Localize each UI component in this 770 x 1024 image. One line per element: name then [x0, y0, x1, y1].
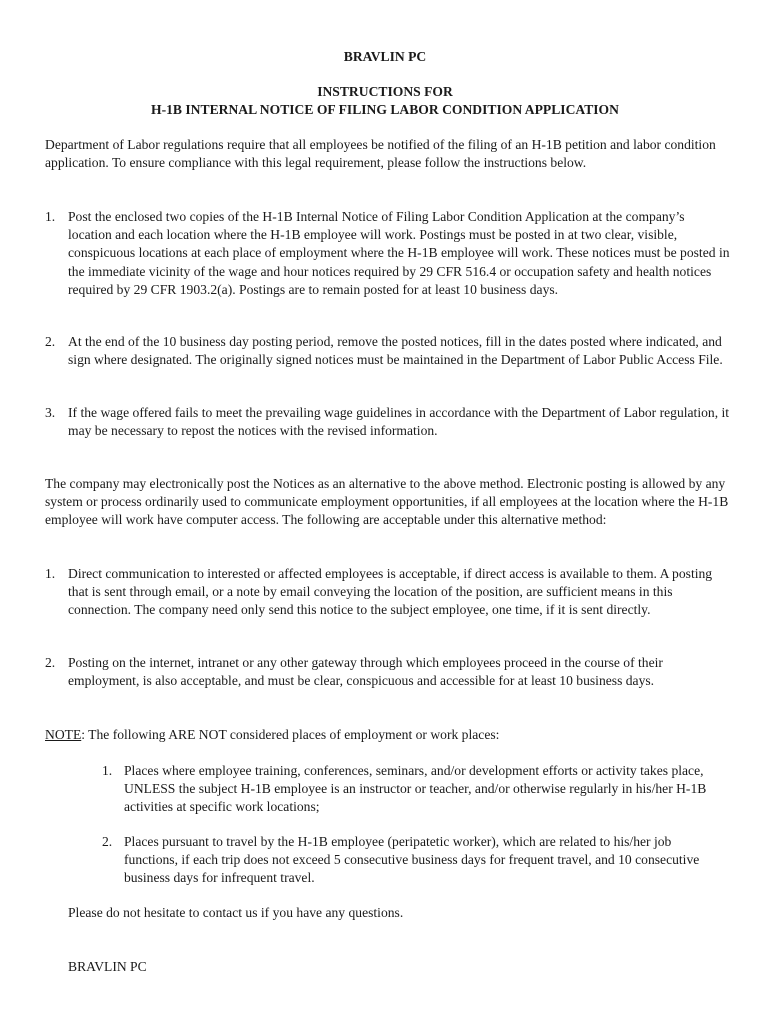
- method-number: 1.: [45, 566, 56, 581]
- instruction-number: 2.: [45, 334, 56, 349]
- company-heading: BRAVLIN PC: [343, 49, 427, 64]
- note-label: NOTE: [45, 727, 82, 742]
- exclusion-number: 1.: [102, 763, 113, 778]
- electronic-posting-paragraph: The company may electronically post the Notices as an alternative to the above method. Electronic posting is allowed by any system or process ordinarily used to communicate employment opportunities, if all employees at the location where the H-1B employee will work have computer access. The following are acceptable under this alternative method:: [45, 476, 729, 528]
- method-number: 2.: [45, 655, 56, 670]
- method-text: Posting on the internet, intranet or any other gateway through which employees proceed in the course of their employment, is also acceptable, and must be clear, conspicuous and accessible for at least 10 business days.: [68, 655, 663, 689]
- exclusion-number: 2.: [102, 834, 113, 849]
- note-text: : The following ARE NOT considered places of employment or work places:: [81, 727, 500, 742]
- instruction-text: Post the enclosed two copies of the H-1B Internal Notice of Filing Labor Condition Application at the company’s location and each location where the H-1B employee will work. Postings must be posted in at two clear, visible, conspicuous locations at each place of employment where the H-1B employee will work. These notices must be posted in the immediate vicinity of the wage and hour notices required by 29 CFR 516.4 or occupation safety and health notices required by 29 CFR 1903.2(a). Postings are to remain posted for at least 10 business days.: [68, 209, 730, 297]
- instruction-text: If the wage offered fails to meet the prevailing wage guidelines in accordance with the Department of Labor regulation, it may be necessary to repost the notices with the revised information.: [68, 405, 730, 439]
- exclusion-text: Places where employee training, conferences, seminars, and/or development efforts or activity takes place, UNLESS the subject H-1B employee is an instructor or teacher, and/or otherwise regularly in his/her H-1B activities at specific work locations;: [124, 763, 707, 815]
- title-line-2: H-1B INTERNAL NOTICE OF FILING LABOR CONDITION APPLICATION: [151, 102, 619, 117]
- instruction-number: 1.: [45, 209, 56, 224]
- intro-paragraph: Department of Labor regulations require that all employees be notified of the filing of an H-1B petition and labor condition application. To ensure compliance with this legal requirement, please follow the instructions below.: [45, 137, 716, 171]
- method-text: Direct communication to interested or affected employees is acceptable, if direct access is available to them. A posting that is sent through email, or a note by email conveying the location of the position, are sufficient means in this connection. The company need only send this notice to the subject employee, one time, if it is sent directly.: [68, 566, 713, 618]
- closing-line: Please do not hesitate to contact us if you have any questions.: [68, 905, 404, 920]
- instruction-text: At the end of the 10 business day posting period, remove the posted notices, fill in the dates posted where indicated, and sign where designated. The originally signed notices must be maintained in the Department of Labor Public Access File.: [68, 334, 723, 368]
- signature: BRAVLIN PC: [68, 959, 147, 974]
- note-line: [45, 726, 735, 744]
- exclusion-text: Places pursuant to travel by the H-1B employee (peripatetic worker), which are related to his/her job functions, if each trip does not exceed 5 consecutive business days for frequent travel, and 10 consecutive business days for infrequent travel.: [124, 834, 700, 886]
- title-line-1: INSTRUCTIONS FOR: [317, 84, 453, 99]
- instruction-number: 3.: [45, 405, 56, 420]
